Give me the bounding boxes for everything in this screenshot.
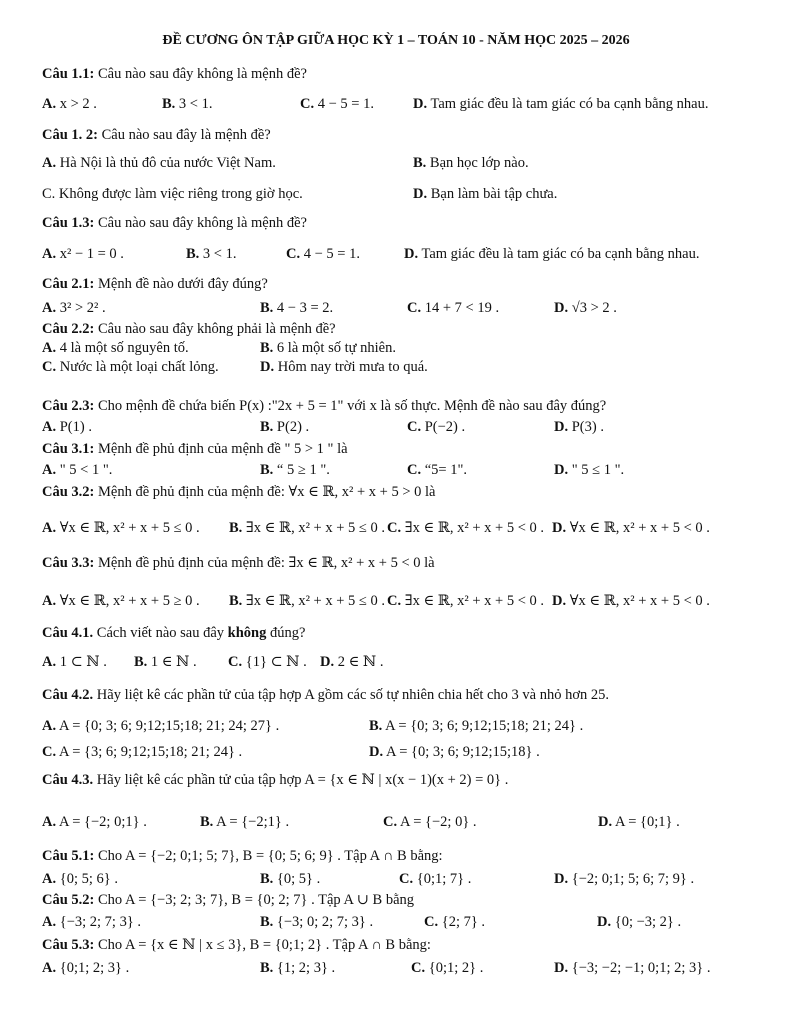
option-label: D. [598, 814, 613, 830]
option-a [42, 299, 106, 317]
option-text: x² − 1 = 0 . [59, 246, 124, 262]
option-c [407, 418, 465, 436]
option-d [369, 743, 540, 761]
option-text: “ 5 ≥ 1 ". [276, 462, 330, 478]
option-label: C. [399, 871, 414, 887]
option-label: D. [554, 419, 569, 435]
option-b [134, 653, 197, 671]
question-text [97, 625, 306, 641]
question-text: Hãy liệt kê các phần tử của tập hợp A = {x ∈ ℕ | x(x − 1)(x + 2) = 0} . [96, 772, 509, 788]
question-2-2 [42, 320, 336, 338]
option-d [554, 418, 604, 436]
option-d [598, 813, 680, 831]
option-label: D. [320, 654, 335, 670]
option-label: A. [42, 246, 57, 262]
option-text: ∀x ∈ ℝ, x² + x + 5 ≤ 0 . [59, 520, 200, 536]
option-a [42, 870, 118, 888]
question-text-part: Cách viết nào sau đây [96, 625, 228, 641]
option-b [260, 339, 396, 357]
question-text-part: không [227, 625, 267, 641]
option-text: ∀x ∈ ℝ, x² + x + 5 ≥ 0 . [59, 593, 200, 609]
option-d [554, 461, 624, 479]
option-label: D. [260, 359, 275, 375]
option-label: B. [186, 246, 200, 262]
option-b [186, 245, 236, 263]
question-text: Câu nào sau đây không là mệnh đề? [98, 215, 307, 231]
option-label: D. [597, 914, 612, 930]
option-a [42, 95, 97, 113]
option-b [200, 813, 289, 831]
option-label: B. [413, 155, 427, 171]
question-1-3 [42, 214, 307, 232]
question-label: Câu 5.1: [42, 848, 95, 864]
question-text: Mệnh đề phủ định của mệnh đề: ∀x ∈ ℝ, x² + x + 5 > 0 là [98, 484, 436, 500]
option-label: C. [411, 960, 426, 976]
option-text: Nước là một loại chất lỏng. [59, 359, 219, 375]
option-text: Không được làm việc riêng trong giờ học. [58, 186, 303, 202]
option-b [260, 299, 333, 317]
option-b [260, 461, 330, 479]
option-c [407, 299, 499, 317]
option-label: B. [260, 914, 274, 930]
option-label: D. [554, 300, 569, 316]
option-label: A. [42, 593, 57, 609]
option-label: C. [407, 462, 422, 478]
option-text: A = {−2; 0;1} . [58, 814, 147, 830]
option-label: A. [42, 814, 57, 830]
option-text: " 5 ≤ 1 ". [571, 462, 625, 478]
question-text: Cho A = {−2; 0;1; 5; 7}, B = {0; 5; 6; 9} . Tập A ∩ B bằng: [98, 848, 443, 864]
option-text: 6 là một số tự nhiên. [276, 340, 396, 356]
option-text: P(3) . [571, 419, 604, 435]
option-label: C. [286, 246, 301, 262]
option-text: Tam giác đều là tam giác có ba cạnh bằng nhau. [421, 246, 700, 262]
option-text: " 5 < 1 ". [59, 462, 113, 478]
option-label: D. [369, 744, 384, 760]
option-c [387, 519, 544, 537]
option-label: A. [42, 340, 57, 356]
option-label: A. [42, 520, 57, 536]
option-text: Bạn học lớp nào. [429, 155, 529, 171]
option-text: ∃x ∈ ℝ, x² + x + 5 < 0 . [404, 593, 545, 609]
option-text: {0;1; 2} . [428, 960, 484, 976]
option-label: A. [42, 718, 57, 734]
option-c [286, 245, 360, 263]
option-label: C. [407, 419, 422, 435]
option-text: 4 − 5 = 1. [317, 96, 374, 112]
option-label: C. [383, 814, 398, 830]
option-text: {1} ⊂ ℕ . [245, 654, 307, 670]
option-d [552, 519, 710, 537]
option-b [162, 95, 212, 113]
option-text: ∀x ∈ ℝ, x² + x + 5 < 0 . [569, 520, 710, 536]
option-text: 3² > 2² . [59, 300, 106, 316]
option-a [42, 418, 92, 436]
option-d [554, 959, 710, 977]
question-label: Câu 3.3: [42, 555, 95, 571]
option-text: {0;1; 7} . [416, 871, 472, 887]
question-label: Câu 2.2: [42, 321, 95, 337]
question-label: Câu 1.3: [42, 215, 95, 231]
document-title: ĐỀ CƯƠNG ÔN TẬP GIỮA HỌC KỲ 1 – TOÁN 10 - NĂM HỌC 2025 – 2026 [162, 33, 630, 48]
option-label: B. [229, 593, 243, 609]
question-label: Câu 3.1: [42, 441, 95, 457]
question-1-1 [42, 65, 307, 83]
question-text: Mệnh đề phủ định của mệnh đề " 5 > 1 " là [98, 441, 348, 457]
option-c [42, 358, 219, 376]
option-d [552, 592, 710, 610]
option-text: C. [42, 186, 56, 202]
option-text: 1 ⊂ ℕ . [59, 654, 107, 670]
question-label: Câu 1. 2: [42, 127, 98, 143]
option-label: C. [228, 654, 243, 670]
option-text: A = {0; 3; 6; 9;12;15;18; 21; 24; 27} . [58, 718, 280, 734]
option-label: A. [42, 871, 57, 887]
option-b [260, 418, 309, 436]
option-c [300, 95, 374, 113]
option-text: {2; 7} . [441, 914, 486, 930]
option-d [554, 299, 617, 317]
option-text: A = {3; 6; 9;12;15;18; 21; 24} . [58, 744, 243, 760]
option-label: B. [134, 654, 148, 670]
option-label: D. [413, 186, 428, 202]
option-text: A = {0; 3; 6; 9;12;15;18; 21; 24} . [385, 718, 584, 734]
option-c [42, 185, 303, 203]
option-text: P(2) . [276, 419, 310, 435]
option-label: A. [42, 96, 57, 112]
option-d [554, 870, 694, 888]
option-label: D. [552, 593, 567, 609]
option-c [407, 461, 467, 479]
option-label: C. [424, 914, 439, 930]
option-c [42, 743, 242, 761]
option-label: B. [260, 871, 274, 887]
option-label: D. [413, 96, 428, 112]
question-label: Câu 2.1: [42, 276, 95, 292]
option-text: ∃x ∈ ℝ, x² + x + 5 < 0 . [404, 520, 545, 536]
question-label: Câu 5.3: [42, 937, 95, 953]
question-text: Mệnh đề nào dưới đây đúng? [98, 276, 268, 292]
option-text: 14 + 7 < 19 . [424, 300, 500, 316]
question-text: Hãy liệt kê các phần tử của tập hợp A gồm các số tự nhiên chia hết cho 3 và nhỏ hơn 25. [96, 687, 610, 703]
option-label: C. [42, 359, 57, 375]
question-label: Câu 4.3. [42, 772, 94, 788]
option-text: P(1) . [59, 419, 92, 435]
question-text: Cho A = {x ∈ ℕ | x ≤ 3}, B = {0;1; 2} . Tập A ∩ B bằng: [98, 937, 431, 953]
option-text: {1; 2; 3} . [276, 960, 336, 976]
option-c [228, 653, 307, 671]
option-b [369, 717, 583, 735]
option-label: B. [200, 814, 214, 830]
option-c [383, 813, 477, 831]
option-label: B. [260, 960, 274, 976]
question-text: Câu nào sau đây là mệnh đề? [101, 127, 271, 143]
question-5-3 [42, 936, 431, 954]
option-b [260, 913, 373, 931]
option-text: 4 − 5 = 1. [303, 246, 360, 262]
question-2-3 [42, 397, 606, 415]
option-label: C. [387, 593, 402, 609]
option-label: A. [42, 155, 57, 171]
option-text: x > 2 . [59, 96, 97, 112]
option-label: D. [404, 246, 419, 262]
question-text: Câu nào sau đây không là mệnh đề? [98, 66, 307, 82]
option-label: D. [554, 462, 569, 478]
option-b [260, 959, 335, 977]
option-label: A. [42, 960, 57, 976]
option-text: √3 > 2 . [571, 300, 617, 316]
option-label: C. [387, 520, 402, 536]
option-label: A. [42, 300, 57, 316]
option-label: C. [300, 96, 315, 112]
option-text: 3 < 1. [202, 246, 237, 262]
option-c [424, 913, 485, 931]
option-text: 1 ∈ ℕ . [150, 654, 197, 670]
option-text: 4 − 3 = 2. [276, 300, 334, 316]
option-text: Bạn làm bài tập chưa. [430, 186, 558, 202]
option-c [387, 592, 544, 610]
option-text: Hôm nay trời mưa to quá. [277, 359, 428, 375]
option-label: B. [229, 520, 243, 536]
question-5-1 [42, 847, 443, 865]
option-text: 4 là một số nguyên tố. [59, 340, 189, 356]
option-text: {0; 5} . [276, 871, 321, 887]
option-c [411, 959, 483, 977]
option-d [404, 245, 699, 263]
option-label: D. [554, 960, 569, 976]
option-a [42, 959, 129, 977]
option-text: {−3; 0; 2; 7; 3} . [276, 914, 374, 930]
option-b [229, 519, 385, 537]
option-c [399, 870, 471, 888]
option-d [413, 95, 708, 113]
option-d [597, 913, 681, 931]
question-label: Câu 1.1: [42, 66, 95, 82]
option-label: B. [162, 96, 176, 112]
question-5-2 [42, 891, 414, 909]
option-a [42, 913, 141, 931]
question-label: Câu 2.3: [42, 398, 95, 414]
option-d [260, 358, 428, 376]
option-text: {0; −3; 2} . [614, 914, 682, 930]
option-label: A. [42, 654, 57, 670]
question-4-2 [42, 686, 609, 704]
option-text: 3 < 1. [178, 96, 213, 112]
option-label: C. [42, 744, 57, 760]
option-label: C. [407, 300, 422, 316]
question-label: Câu 4.2. [42, 687, 94, 703]
option-a [42, 519, 200, 537]
option-text: A = {−2;1} . [216, 814, 290, 830]
option-text: 2 ∈ ℕ . [337, 654, 384, 670]
option-text: A = {0;1} . [614, 814, 680, 830]
option-b [229, 592, 385, 610]
option-a [42, 461, 112, 479]
option-b [413, 154, 529, 172]
option-a [42, 653, 107, 671]
question-3-1 [42, 440, 348, 458]
option-label: B. [260, 300, 274, 316]
option-a [42, 592, 200, 610]
question-3-3 [42, 554, 435, 572]
option-text: {0; 5; 6} . [59, 871, 118, 887]
option-a [42, 717, 279, 735]
option-text: {−2; 0;1; 5; 6; 7; 9} . [571, 871, 695, 887]
option-label: B. [369, 718, 383, 734]
question-1-2 [42, 126, 271, 144]
option-label: B. [260, 462, 274, 478]
question-text: Cho mệnh đề chứa biến P(x) :"2x + 5 = 1" với x là số thực. Mệnh đề nào sau đây đúng? [98, 398, 607, 414]
question-2-1 [42, 275, 268, 293]
option-label: B. [260, 419, 274, 435]
option-text: A = {0; 3; 6; 9;12;15;18} . [385, 744, 540, 760]
question-4-1 [42, 624, 305, 642]
question-text: Cho A = {−3; 2; 3; 7}, B = {0; 2; 7} . Tập A ∪ B bằng [98, 892, 415, 908]
option-text: ∀x ∈ ℝ, x² + x + 5 < 0 . [569, 593, 710, 609]
question-3-2 [42, 483, 435, 501]
question-4-3 [42, 771, 508, 789]
option-label: A. [42, 419, 57, 435]
option-label: A. [42, 462, 57, 478]
option-d [320, 653, 383, 671]
option-text: “5= 1". [424, 462, 468, 478]
option-text: ∃x ∈ ℝ, x² + x + 5 ≤ 0 . [245, 593, 385, 609]
option-a [42, 339, 189, 357]
question-label: Câu 3.2: [42, 484, 95, 500]
option-text: Hà Nội là thủ đô của nước Việt Nam. [59, 155, 276, 171]
option-text: {−3; 2; 7; 3} . [59, 914, 142, 930]
option-b [260, 870, 320, 888]
option-label: D. [552, 520, 567, 536]
option-label: D. [554, 871, 569, 887]
option-text: P(−2) . [424, 419, 466, 435]
question-text: Mệnh đề phủ định của mệnh đề: ∃x ∈ ℝ, x² + x + 5 < 0 là [98, 555, 435, 571]
option-label: A. [42, 914, 57, 930]
option-text: {−3; −2; −1; 0;1; 2; 3} . [571, 960, 711, 976]
option-d [413, 185, 557, 203]
question-text-part: đúng? [266, 625, 306, 641]
option-text: Tam giác đều là tam giác có ba cạnh bằng nhau. [430, 96, 709, 112]
option-text: A = {−2; 0} . [399, 814, 477, 830]
option-text: ∃x ∈ ℝ, x² + x + 5 ≤ 0 . [245, 520, 385, 536]
question-text: Câu nào sau đây không phải là mệnh đề? [98, 321, 336, 337]
question-label: Câu 4.1. [42, 625, 94, 641]
option-a [42, 154, 276, 172]
option-label: B. [260, 340, 274, 356]
question-label: Câu 5.2: [42, 892, 95, 908]
option-a [42, 245, 124, 263]
option-text: {0;1; 2; 3} . [59, 960, 130, 976]
option-a [42, 813, 147, 831]
